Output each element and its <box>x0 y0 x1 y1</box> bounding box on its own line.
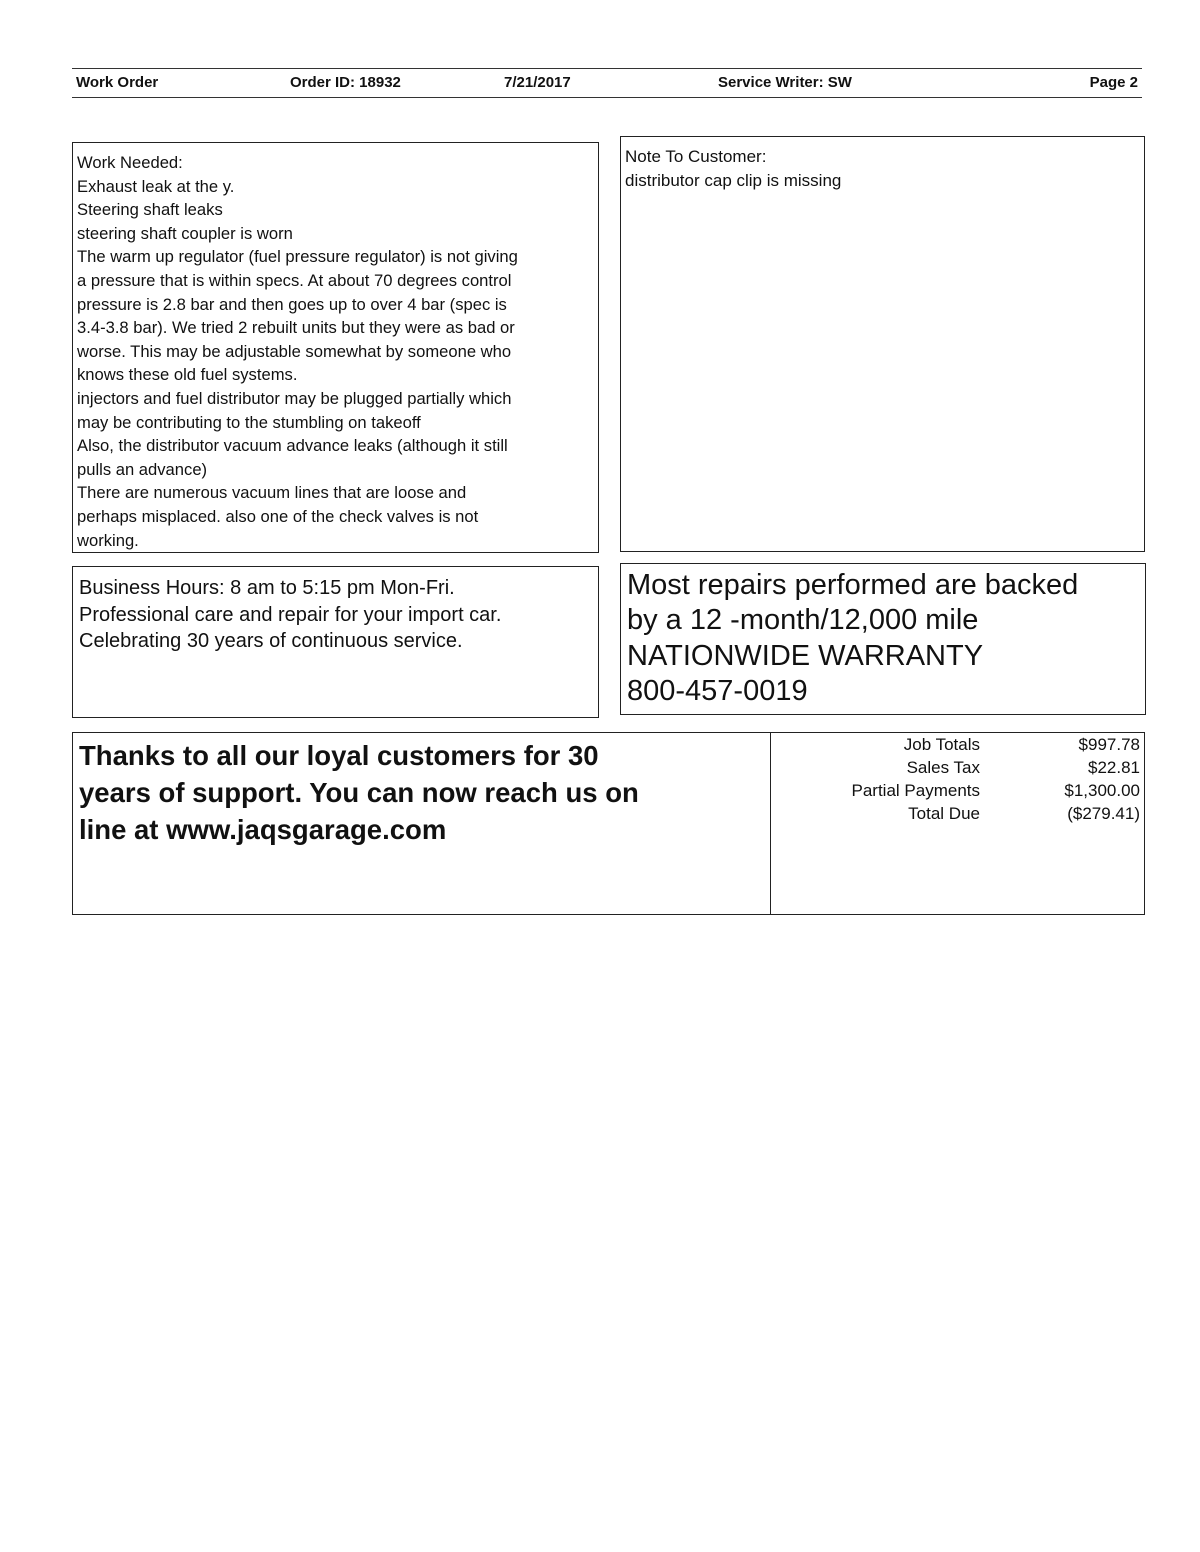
thanks-line: Thanks to all our loyal customers for 30 <box>79 740 599 771</box>
service-writer: Service Writer: SW <box>718 74 852 91</box>
business-info-box <box>72 566 599 718</box>
work-needed-line: pressure is 2.8 bar and then goes up to over 4 bar (spec is <box>77 294 507 314</box>
work-needed-line: The warm up regulator (fuel pressure regulator) is not giving <box>77 247 518 267</box>
thanks-message <box>79 737 769 849</box>
totals-value: $1,300.00 <box>1064 781 1140 800</box>
work-needed-line: pulls an advance) <box>77 459 208 479</box>
note-line: distributor cap clip is missing <box>625 170 842 190</box>
warranty-box <box>620 563 1146 715</box>
work-needed-line: working. <box>77 530 139 550</box>
page-number: Page 2 <box>1089 74 1138 91</box>
work-needed-line: steering shaft coupler is worn <box>77 223 293 243</box>
work-needed-heading: Work Needed: <box>77 153 183 172</box>
document-type: Work Order <box>76 74 159 91</box>
note-to-customer-box <box>620 136 1145 552</box>
totals-label: Partial Payments <box>851 781 980 800</box>
order-id: Order ID: 18932 <box>290 74 401 91</box>
thanks-line: line at www.jaqsgarage.com <box>79 814 447 846</box>
totals-row-sales-tax <box>771 758 1144 781</box>
warranty-line: by a 12 -month/12,000 mile <box>627 604 979 637</box>
totals-label: Sales Tax <box>906 758 980 777</box>
thanks-totals-box <box>72 732 1145 915</box>
warranty-phone: 800-457-0019 <box>627 674 808 707</box>
work-needed-line: injectors and fuel distributor may be plugged partially which <box>77 388 512 408</box>
note-heading: Note To Customer: <box>625 147 767 166</box>
warranty-line: Most repairs performed are backed <box>627 569 1079 601</box>
totals-label: Job Totals <box>903 735 980 754</box>
totals-value: $997.78 <box>1078 735 1140 754</box>
totals-value: $22.81 <box>1088 758 1140 777</box>
work-needed-line: Exhaust leak at the y. <box>77 176 235 196</box>
totals-label: Total Due <box>908 804 980 823</box>
business-tagline: Professional care and repair for your import car. <box>79 603 502 626</box>
work-needed-line: Also, the distributor vacuum advance leaks (although it still <box>77 436 508 456</box>
work-needed-box <box>72 142 599 553</box>
warranty-line: NATIONWIDE WARRANTY <box>627 639 984 672</box>
work-needed-line: Steering shaft leaks <box>77 200 223 220</box>
thanks-line: years of support. You can now reach us on <box>79 777 639 809</box>
work-needed-line: a pressure that is within specs. At about 70 degrees control <box>77 270 512 290</box>
order-date: 7/21/2017 <box>504 74 571 91</box>
work-needed-line: There are numerous vacuum lines that are loose and <box>77 483 467 503</box>
work-needed-line: perhaps misplaced. also one of the check valves is not <box>77 506 479 526</box>
totals-row-job-totals <box>771 735 1144 758</box>
business-hours: Business Hours: 8 am to 5:15 pm Mon-Fri. <box>79 577 455 599</box>
totals-row-partial-payments <box>771 781 1144 804</box>
business-anniversary: Celebrating 30 years of continuous service. <box>79 630 463 652</box>
work-needed-line: 3.4-3.8 bar). We tried 2 rebuilt units but they were as bad or <box>77 318 515 338</box>
totals-panel <box>770 733 1144 914</box>
totals-value: ($279.41) <box>1067 804 1140 823</box>
work-needed-line: knows these old fuel systems. <box>77 365 298 385</box>
work-needed-line: may be contributing to the stumbling on takeoff <box>77 412 421 432</box>
work-needed-line: worse. This may be adjustable somewhat by someone who <box>77 341 512 361</box>
work-order-header <box>72 68 1142 98</box>
totals-row-total-due <box>771 804 1144 827</box>
